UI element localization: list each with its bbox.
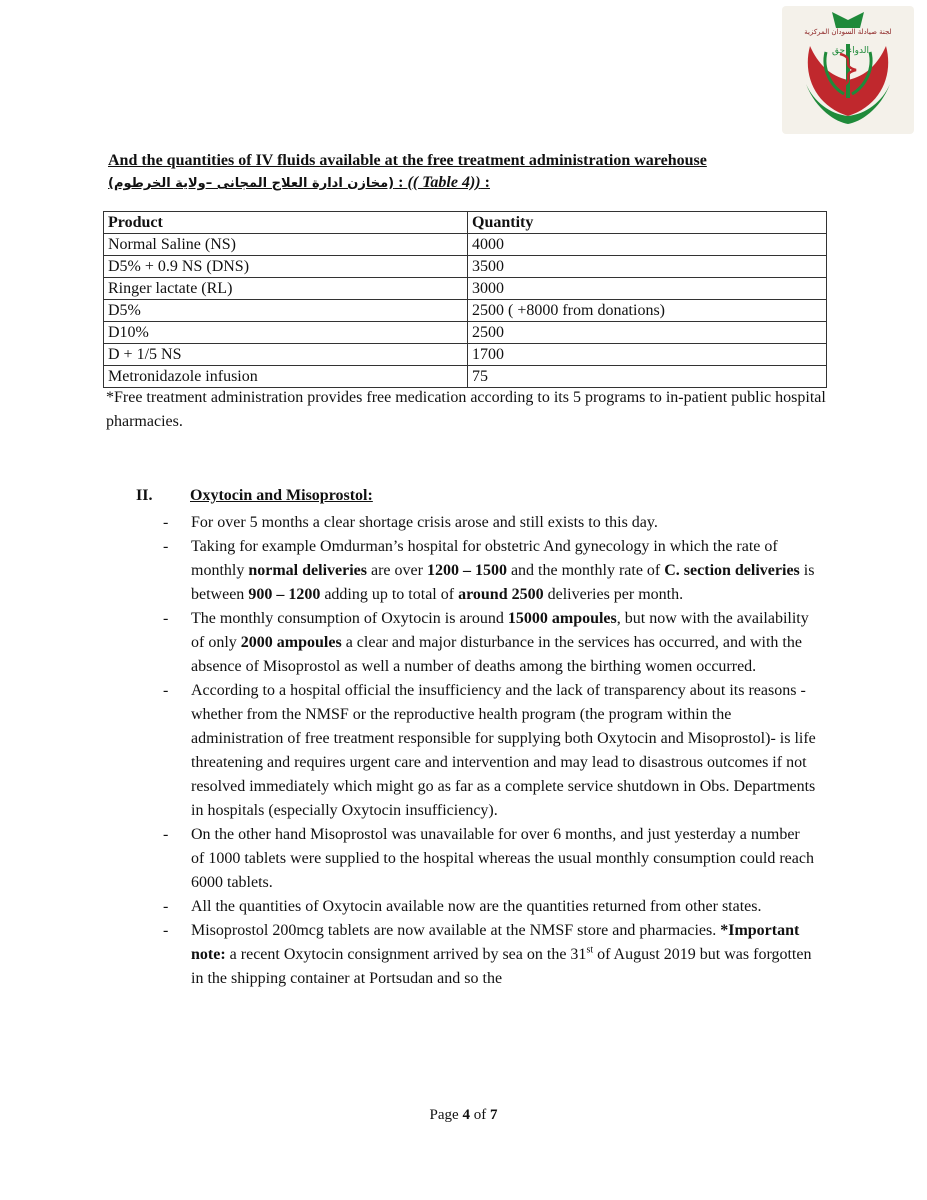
list-item — [0, 919, 816, 991]
bullet-dash: - — [163, 682, 169, 699]
bullet-dash: - — [163, 826, 169, 843]
bullet-text: On the other hand Misoprostol was unavailable for over 6 months, and just yesterday a number of 1000 tablets were supplied to the hospital whereas the usual monthly consumption could reach 6000 tablets. — [191, 826, 814, 891]
table-header-row — [104, 212, 827, 234]
heading-line-2 — [108, 172, 828, 195]
bullet-text: a clear and major disturbance in the services has occurred, and with the absence of Misoprostol as well a number of deaths among the birthing women occurred. — [191, 634, 802, 675]
iv-fluids-table — [103, 211, 827, 388]
page-current: 4 — [462, 1107, 470, 1123]
section-title: Oxytocin and Misoprostol: — [190, 487, 373, 504]
heading-line: And the quantities of IV fluids available at the free treatment administration warehouse — [108, 152, 707, 169]
bullet-text: , but now with the availability of only — [191, 610, 809, 651]
table-row — [104, 256, 827, 278]
logo-motto: الدواء حق — [832, 46, 869, 56]
logo-emblem-icon — [782, 6, 914, 134]
quantity-cell: 4000 — [468, 234, 827, 256]
bullet-list — [0, 511, 927, 991]
heading-end: : — [480, 174, 490, 191]
table-row — [104, 278, 827, 300]
bullet-text: and the monthly rate of — [506, 562, 665, 579]
bullet-dash: - — [163, 610, 169, 627]
quantity-cell: 2500 ( +8000 from donations) — [468, 300, 827, 322]
ordinal-superscript: st — [586, 944, 594, 956]
section-heading — [108, 150, 828, 195]
important-note-label: *Important note: — [191, 922, 800, 963]
bullet-dash: - — [163, 922, 169, 939]
list-item — [0, 895, 816, 919]
product-cell: D + 1/5 NS — [104, 344, 468, 366]
bullet-emphasis: C. section deliveries — [664, 562, 800, 579]
bullet-emphasis: normal deliveries — [248, 562, 367, 579]
product-cell: Normal Saline (NS) — [104, 234, 468, 256]
table-row — [104, 344, 827, 366]
quantity-cell: 2500 — [468, 322, 827, 344]
list-item — [0, 823, 816, 895]
table-row — [104, 366, 827, 388]
product-cell: Ringer lactate (RL) — [104, 278, 468, 300]
bullet-dash: - — [163, 898, 169, 915]
table-reference: (( Table 4)) — [407, 174, 481, 191]
bullet-dash: - — [163, 538, 169, 555]
list-item — [0, 511, 816, 535]
page-label: Page — [429, 1107, 463, 1123]
quantity-cell: 75 — [468, 366, 827, 388]
bullet-text: a recent Oxytocin consignment arrived by sea on the 31 — [225, 946, 587, 963]
product-cell: D5% + 0.9 NS (DNS) — [104, 256, 468, 278]
bullet-text: of August 2019 but was forgotten in the shipping container at Portsudan and so the — [191, 946, 812, 987]
bullet-emphasis: 15000 ampoules — [507, 610, 617, 627]
bullet-emphasis: 2000 ampoules — [240, 634, 342, 651]
bullet-text: The monthly consumption of Oxytocin is around — [191, 610, 508, 627]
page-of-label: of — [469, 1107, 490, 1123]
quantity-cell: 3000 — [468, 278, 827, 300]
bullet-text: Misoprostol 200mcg tablets are now available at the NMSF store and pharmacies. — [191, 922, 717, 939]
organization-logo — [782, 6, 914, 134]
list-item — [0, 535, 816, 607]
bullet-emphasis: 1200 – 1500 — [426, 562, 507, 579]
bullet-emphasis: around 2500 — [458, 586, 544, 603]
column-header-quantity: Quantity — [468, 212, 827, 234]
bullet-text: deliveries per month. — [543, 586, 684, 603]
bullet-text: Taking for example Omdurman’s hospital for obstetric And gynecology in which the rate of monthly — [191, 538, 778, 579]
page-total: 7 — [489, 1107, 498, 1123]
table-footnote: *Free treatment administration provides free medication according to its 5 programs to in-patient public hospital pharmacies. — [106, 389, 826, 430]
bullet-emphasis: 900 – 1200 — [248, 586, 321, 603]
bullet-text: According to a hospital official the insufficiency and the lack of transparency about its reasons -whether from the NMSF or the reproductive health program (the program within the administration of free treatment responsible for supplying both Oxytocin and Misoprostol)- is life threatening and requires urgent care and intervention and may lead to disastrous outcomes if not resolved immediately which might go as far as a complete service shutdown in Obs. Departments in hospitals (especially Oxytocin insufficiency). — [191, 682, 816, 819]
bullet-dash: - — [163, 514, 169, 531]
product-cell: D5% — [104, 300, 468, 322]
bullet-text: is between — [191, 562, 815, 603]
bullet-text: are over — [366, 562, 427, 579]
column-header-product: Product — [104, 212, 468, 234]
product-cell: Metronidazole infusion — [104, 366, 468, 388]
product-cell: D10% — [104, 322, 468, 344]
bullet-text: For over 5 months a clear shortage crisis arose and still exists to this day. — [191, 514, 658, 531]
quantity-cell: 1700 — [468, 344, 827, 366]
logo-caption: لجنة صيادلة السودان المركزية — [804, 28, 892, 36]
quantity-cell: 3500 — [468, 256, 827, 278]
list-item — [0, 607, 816, 679]
table-row — [104, 234, 827, 256]
table-row — [104, 322, 827, 344]
list-item — [0, 679, 816, 823]
heading-colon: : — [394, 174, 408, 191]
section-number: II. — [136, 487, 153, 504]
heading-arabic: (مخازن ادارة العلاج المجانى –ولاية الخرطوم) — [108, 176, 395, 191]
page-number — [0, 1107, 927, 1124]
bullet-text: adding up to total of — [320, 586, 459, 603]
table-row — [104, 300, 827, 322]
bullet-text: All the quantities of Oxytocin available now are the quantities returned from other states. — [191, 898, 762, 915]
